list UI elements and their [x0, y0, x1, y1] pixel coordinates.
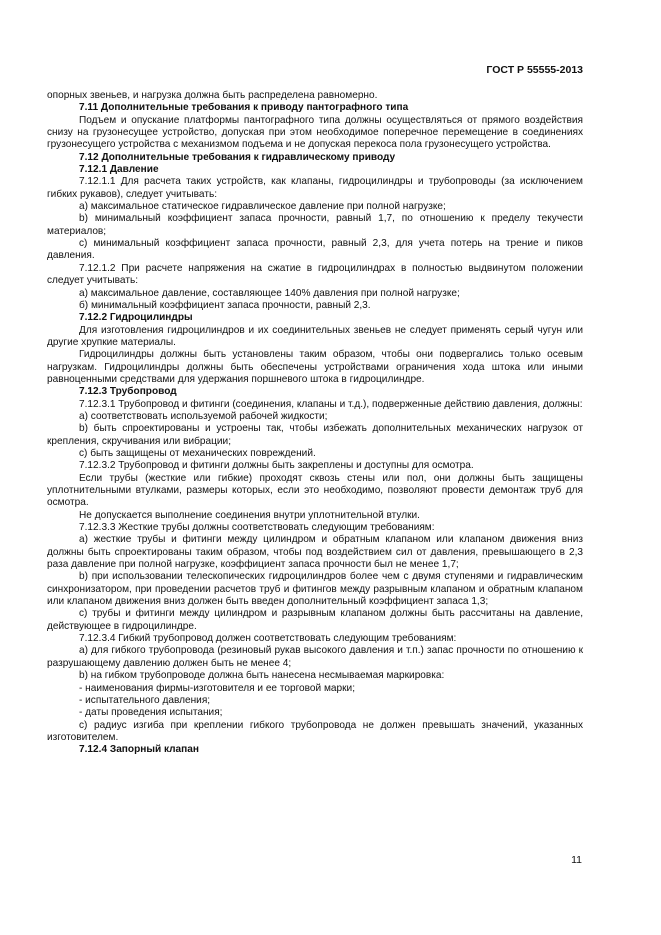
paragraph: c) минимальный коэффициент запаса прочности, равный 2,3, для учета потерь на трение и пиков давления.	[47, 238, 583, 262]
paragraph: а) соответствовать используемой рабочей жидкости;	[79, 410, 328, 422]
section-heading: 7.12.4 Запорный клапан	[79, 744, 199, 756]
section-heading: 7.12.1 Давление	[79, 164, 159, 176]
document-header: ГОСТ Р 55555-2013	[486, 64, 583, 76]
paragraph: - испытательного давления;	[79, 694, 211, 706]
paragraph: 7.12.3.4 Гибкий трубопровод должен соответствовать следующим требованиям:	[79, 633, 457, 645]
section-heading: 7.12.3 Трубопровод	[79, 386, 177, 398]
document-body	[47, 90, 583, 757]
paragraph: c) радиус изгиба при креплении гибкого трубопровода не должен превышать значений, указанных изготовителем.	[47, 719, 583, 743]
paragraph: - наименования фирмы-изготовителя и ее торговой марки;	[79, 682, 355, 694]
paragraph: опорных звеньев, и нагрузка должна быть распределена равномерно.	[47, 90, 378, 101]
page-number: 11	[571, 854, 582, 866]
paragraph: б) минимальный коэффициент запаса прочности, равный 2,3.	[79, 299, 371, 311]
section-heading: 7.12.2 Гидроцилиндры	[79, 312, 193, 324]
paragraph: 7.12.3.1 Трубопровод и фитинги (соединения, клапаны и т.д.), подверженные действию давления, должны:	[79, 398, 583, 410]
paragraph: Не допускается выполнение соединения внутри уплотнительной втулки.	[79, 509, 420, 521]
paragraph: Подъем и опускание платформы пантографного типа должны осуществляться от прямого воздействия снизу на грузонесущее устройство, допуская при этом необходимое поперечное перемещение в соединениях грузонесущего устройства с механизмом подъема и не допуская перекоса пола грузонесущего устройства.	[47, 114, 583, 151]
paragraph: а) максимальное статическое гидравлическое давление при полной нагрузке;	[79, 201, 446, 213]
section-heading: 7.12 Дополнительные требования к гидравлическому приводу	[79, 151, 396, 163]
paragraph: c) быть защищены от механических повреждений.	[79, 447, 316, 459]
paragraph: b) минимальный коэффициент запаса прочности, равный 1,7, по отношению к пределу текучести материалов;	[47, 213, 583, 237]
paragraph: b) на гибком трубопроводе должна быть нанесена несмываемая маркировка:	[79, 670, 445, 682]
paragraph: Если трубы (жесткие или гибкие) проходят сквозь стены или пол, они должны быть защищены уплотнительными втулками, размеры которых, если это необходимо, позволяют провести демонтаж труб для осмотра.	[47, 472, 583, 509]
paragraph: Для изготовления гидроцилиндров и их соединительных звеньев не следует применять серый чугун или другие хрупкие материалы.	[47, 324, 583, 348]
paragraph: - даты проведения испытания;	[79, 707, 223, 719]
paragraph: b) быть спроектированы и устроены так, чтобы избежать дополнительных механических нагрузок от крепления, скручивания или вибрации;	[47, 423, 583, 447]
paragraph: а) жесткие трубы и фитинги между цилиндром и обратным клапаном или клапаном движения вниз должны быть спроектированы таким образом, чтобы под воздействием сил от давления, превышающего в 2,3 раза давление при полной нагрузке, коэффициент запаса прочности был не менее 1,7;	[47, 534, 583, 571]
paragraph: Гидроцилиндры должны быть установлены таким образом, чтобы они подвергались только осевым нагрузкам. Гидроцилиндры должны быть обеспечены устройствами ограничения хода штока или иными равноценными средствами для удержания поршневого штока в гидроцилиндре.	[47, 349, 583, 385]
paragraph: а) максимальное давление, составляющее 140% давления при полной нагрузке;	[79, 287, 460, 299]
paragraph: b) при использовании телескопических гидроцилиндров более чем с двумя ступенями и гидравлическим синхронизатором, при проведении расчетов труб и фитингов между разрывным клапаном и обратным клапаном или клапаном движения вниз должен быть введен дополнительный коэффициент запаса 1,3;	[47, 571, 583, 608]
paragraph: а) для гибкого трубопровода (резиновый рукав высокого давления и т.п.) запас прочности по отношению к разрушающему давлению должен быть не менее 4;	[47, 645, 583, 669]
paragraph: 7.12.1.2 При расчете напряжения на сжатие в гидроцилиндрах в полностью выдвинутом положении следует учитывать:	[47, 262, 583, 287]
paragraph: c) трубы и фитинги между цилиндром и разрывным клапаном должны быть рассчитаны на давление, действующее в гидроцилиндре.	[47, 608, 583, 632]
paragraph: 7.12.3.3 Жесткие трубы должны соответствовать следующим требованиям:	[79, 522, 435, 534]
paragraph: 7.12.1.1 Для расчета таких устройств, как клапаны, гидроцилиндры и трубопроводы (за исключением гибких рукавов), следует учитывать:	[47, 176, 583, 200]
paragraph: 7.12.3.2 Трубопровод и фитинги должны быть закреплены и доступны для осмотра.	[79, 460, 474, 472]
section-heading: 7.11 Дополнительные требования к приводу пантографного типа	[79, 102, 409, 114]
